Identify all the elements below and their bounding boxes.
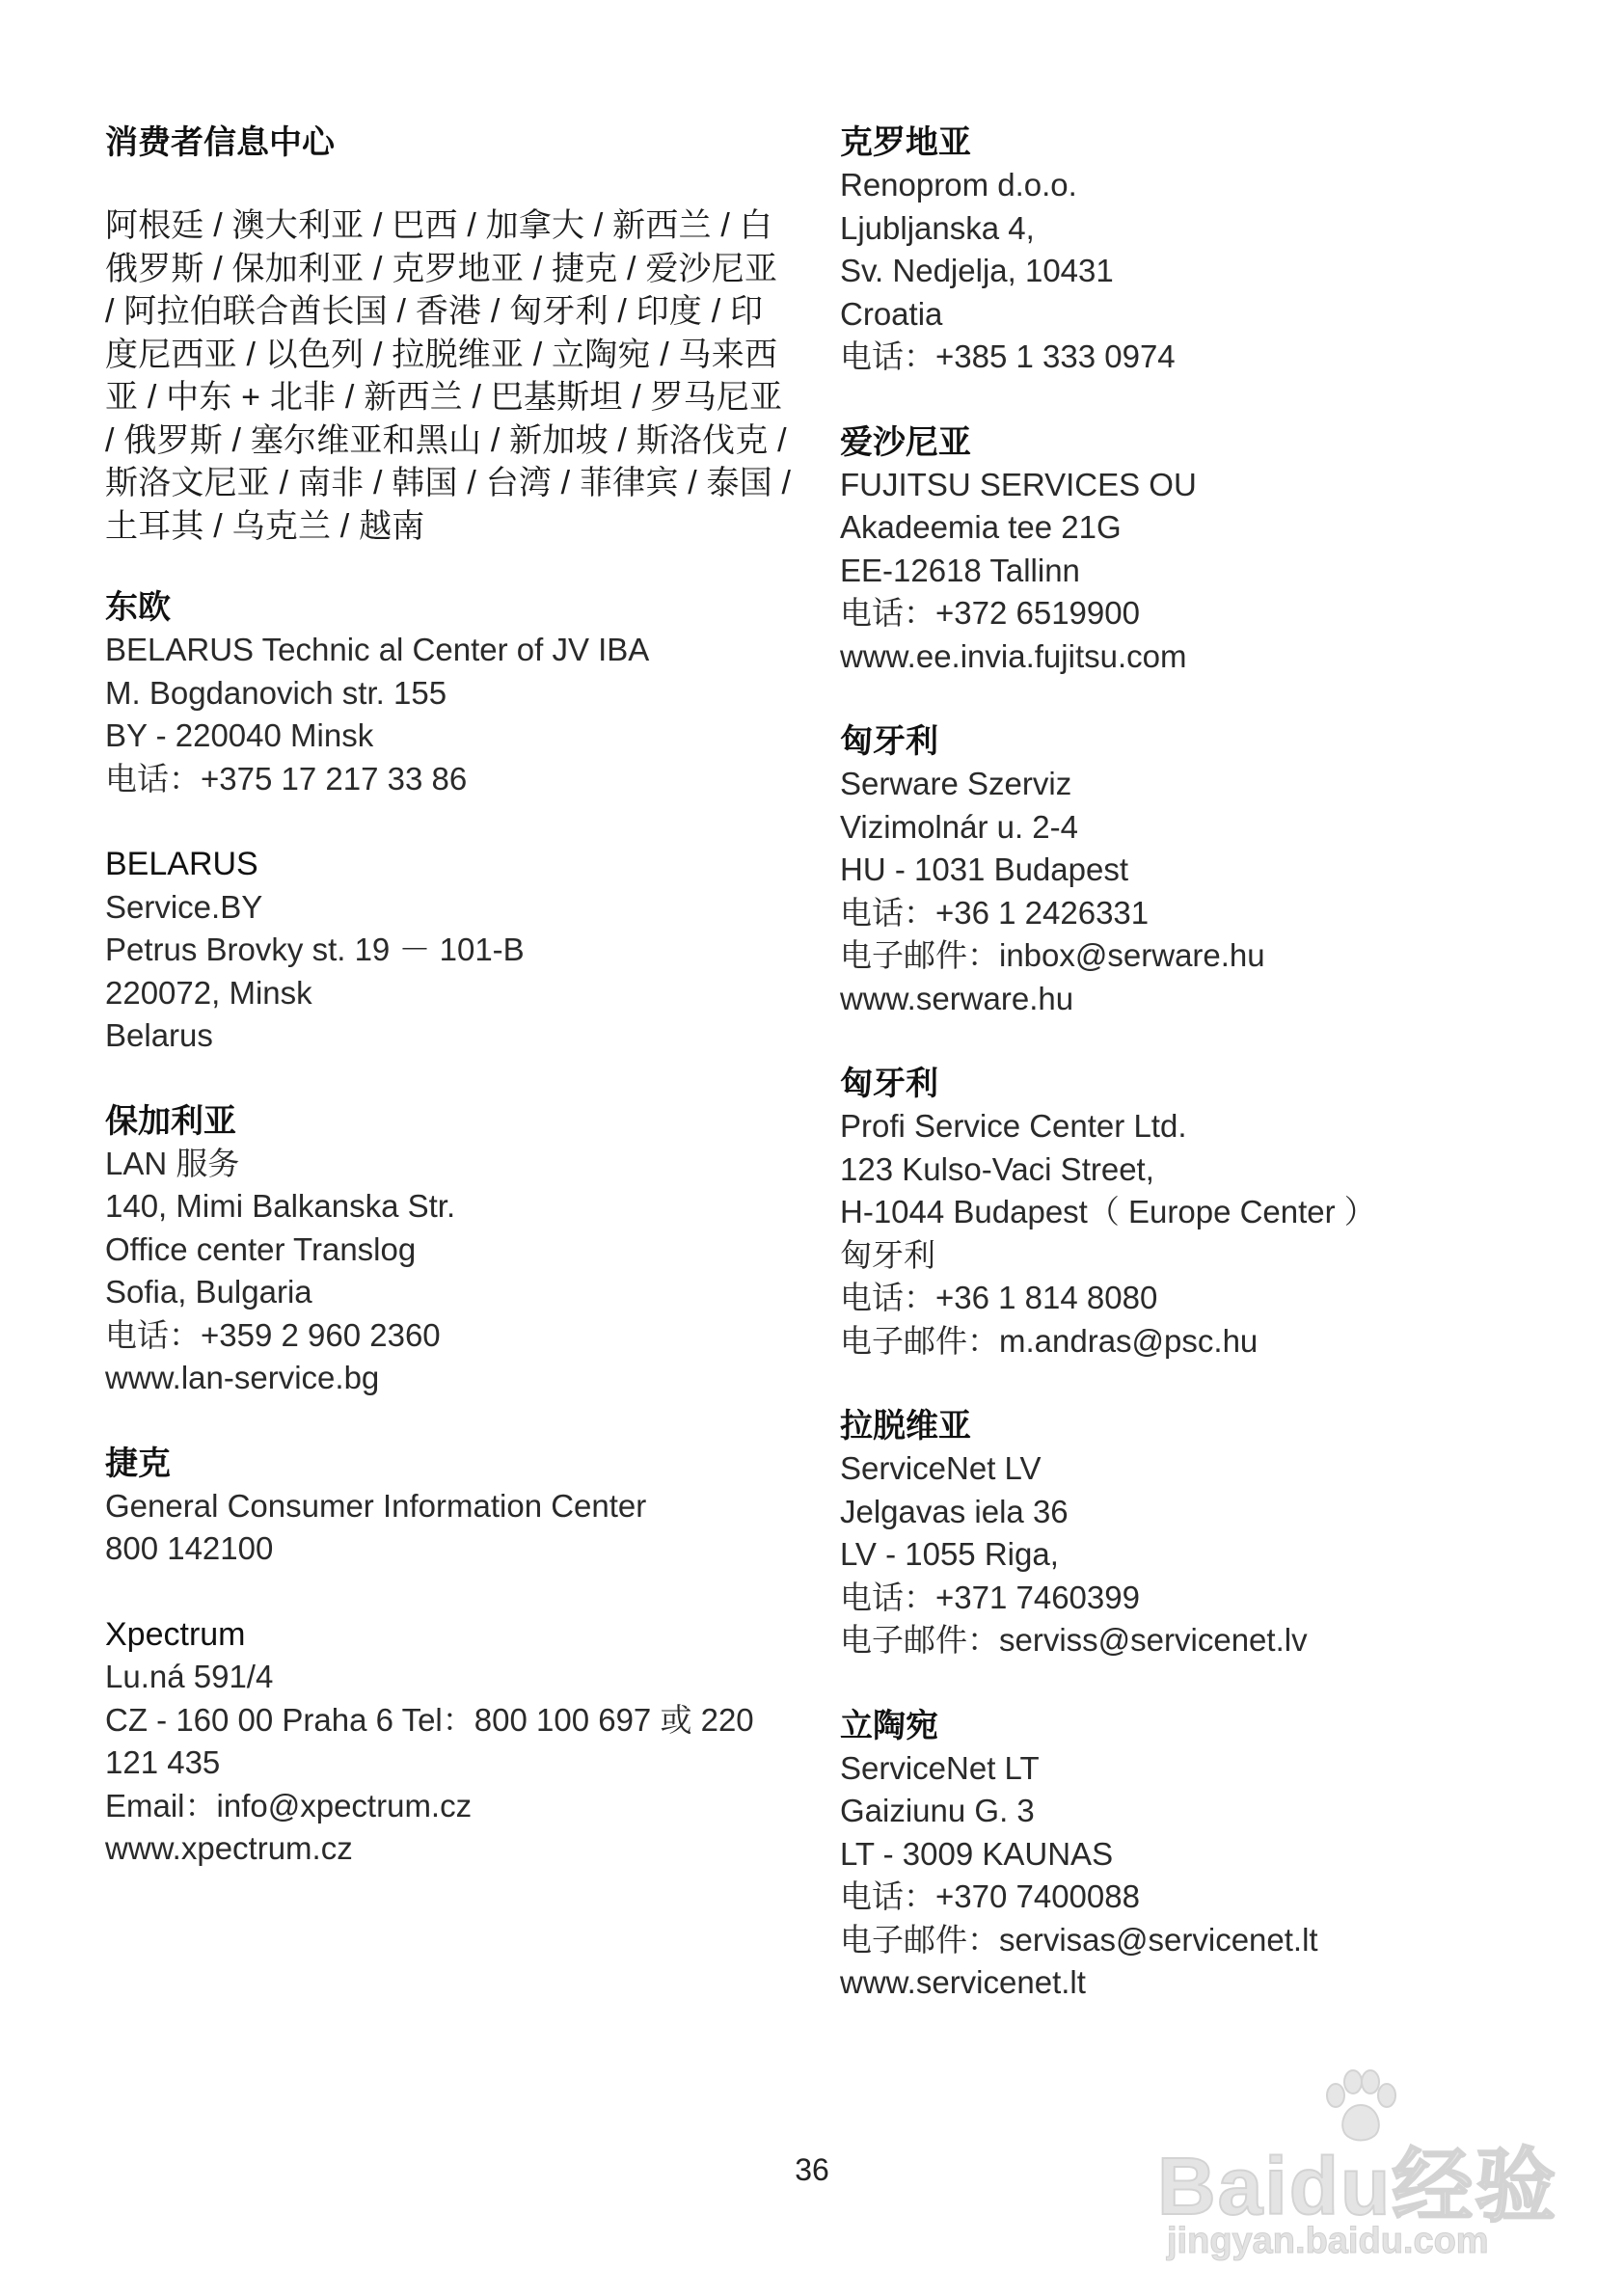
left-column <box>105 122 799 1913</box>
entry-line: Renoprom d.o.o. <box>840 167 1077 203</box>
contact-entry-czech <box>105 1443 799 1571</box>
entry-heading: 捷克 <box>105 1445 171 1482</box>
contact-entry-latvia <box>840 1405 1554 1662</box>
entry-line: EE-12618 Tallinn <box>840 552 1080 588</box>
entry-line: 220072, Minsk <box>105 974 312 1011</box>
entry-line: BELARUS Technic al Center of JV IBA <box>105 632 650 667</box>
entry-line: 匈牙利 <box>840 1236 935 1273</box>
entry-phone: 电话：+36 1 2426331 <box>840 894 1150 931</box>
entry-title: BELARUS <box>105 846 258 882</box>
contact-entry-hungary-profi <box>840 1063 1554 1363</box>
entry-heading: 拉脱维亚 <box>840 1408 971 1445</box>
entry-phone: 电话：+371 7460399 <box>840 1579 1140 1615</box>
entry-line: Serware Szerviz <box>840 766 1072 801</box>
entry-phone: 电话：+372 6519900 <box>840 595 1140 631</box>
entry-line: Vizimolnár u. 2-4 <box>840 808 1079 845</box>
contact-entry-bulgaria <box>105 1100 799 1400</box>
entry-line: Belarus <box>105 1017 213 1053</box>
entry-line: Lu.ná 591/4 <box>105 1659 274 1694</box>
entry-line: Gaiziunu G. 3 <box>840 1793 1035 1828</box>
entry-website[interactable]: www.ee.invia.fujitsu.com <box>840 637 1187 674</box>
entry-email[interactable]: 电子邮件：m.andras@psc.hu <box>840 1322 1259 1359</box>
entry-email[interactable]: Email：info@xpectrum.cz <box>105 1787 473 1823</box>
entry-line: LV - 1055 Riga, <box>840 1536 1059 1572</box>
contact-entry-belarus <box>105 843 799 1058</box>
entry-line: LT - 3009 KAUNAS <box>840 1835 1114 1872</box>
entry-heading: 匈牙利 <box>840 1066 938 1102</box>
entry-line: Akadeemia tee 21G <box>840 509 1122 545</box>
contact-entry-hungary-serware <box>840 720 1554 1020</box>
entry-line: Office center Translog <box>105 1230 417 1267</box>
entry-heading: 保加利亚 <box>105 1102 236 1140</box>
entry-heading: 克罗地亚 <box>840 124 971 161</box>
contact-entry-estonia <box>840 421 1554 679</box>
entry-line: General Consumer Information Center <box>105 1487 647 1524</box>
entry-website[interactable]: www.lan-service.bg <box>105 1360 380 1395</box>
entry-line: Ljubljanska 4, <box>840 209 1035 246</box>
entry-line: CZ - 160 00 Praha 6 Tel：800 100 697 或 220 <box>105 1701 754 1738</box>
entry-website[interactable]: www.serware.hu <box>840 980 1074 1016</box>
contact-entry-croatia <box>840 122 1554 379</box>
entry-website[interactable]: www.xpectrum.cz <box>105 1830 353 1866</box>
entry-line: M. Bogdanovich str. 155 <box>105 674 447 711</box>
contact-entry-xpectrum <box>105 1613 799 1871</box>
entry-line: Petrus Brovky st. 19 － 101-B <box>105 932 525 967</box>
entry-title: Xpectrum <box>105 1615 246 1653</box>
entry-line: 121 435 <box>105 1744 221 1780</box>
intro-country-list: 阿根廷 / 澳大利亚 / 巴西 / 加拿大 / 新西兰 / 白俄罗斯 / 保加利亚 / 克罗地亚 / 捷克 / 爱沙尼亚 / 阿拉伯联合酋长国 / 香港 / 匈牙利 / 印度 / 印度尼西亚 / 以色列 / 拉脱维亚 / 立陶宛 / 马来西亚 / 中东 + 北非 / 新西兰 / 巴基斯坦 / 罗马尼亚 / 俄罗斯 / 塞尔维亚和黑山 / 新加坡 / 斯洛伐克 / 斯洛文尼亚 / 南非 / 韩国 / 台湾 / 菲律宾 / 泰国 / 土耳其 / 乌克兰 / 越南 <box>105 207 792 545</box>
entry-heading: 立陶宛 <box>840 1707 938 1744</box>
entry-phone: 电话：+375 17 217 33 86 <box>105 760 468 797</box>
entry-line: Jelgavas iela 36 <box>840 1493 1069 1529</box>
entry-line: LAN 服务 <box>105 1145 240 1181</box>
entry-line: Profi Service Center Ltd. <box>840 1108 1187 1144</box>
entry-phone: 电话：+370 7400088 <box>840 1878 1140 1914</box>
page-number: 36 <box>795 2152 829 2187</box>
right-column <box>840 122 1554 2047</box>
entry-line: BY - 220040 Minsk <box>105 717 374 753</box>
entry-phone: 800 142100 <box>105 1530 274 1566</box>
entry-phone: 电话：+36 1 814 8080 <box>840 1280 1158 1315</box>
entry-line: ServiceNet LT <box>840 1749 1040 1786</box>
entry-line: Service.BY <box>105 888 263 925</box>
entry-line: HU - 1031 Budapest <box>840 851 1129 887</box>
entry-phone: 电话：+359 2 960 2360 <box>105 1316 441 1353</box>
entry-email[interactable]: 电子邮件：serviss@servicenet.lv <box>840 1622 1308 1658</box>
contact-entry-eastern-europe <box>105 586 799 800</box>
entry-line: Croatia <box>840 295 943 332</box>
entry-email[interactable]: 电子邮件：inbox@serware.hu <box>840 937 1265 973</box>
entry-line: ServiceNet LV <box>840 1450 1042 1486</box>
baidu-watermark <box>1157 2068 1558 2261</box>
entry-line: Sv. Nedjelja, 10431 <box>840 253 1114 288</box>
entry-email[interactable]: 电子邮件：servisas@servicenet.lt <box>840 1921 1318 1958</box>
intro-title: 消费者信息中心 <box>105 124 335 161</box>
entry-heading: 爱沙尼亚 <box>840 423 971 461</box>
entry-heading: 匈牙利 <box>840 723 938 760</box>
watermark-brand: Baidu经验 <box>1157 2141 1558 2231</box>
entry-line: 140, Mimi Balkanska Str. <box>105 1188 456 1224</box>
entry-heading: 东欧 <box>105 589 171 626</box>
entry-website[interactable]: www.servicenet.lt <box>840 1964 1086 2000</box>
entry-line: H-1044 Budapest（ Europe Center ） <box>840 1194 1376 1229</box>
entry-phone: 电话：+385 1 333 0974 <box>840 338 1176 374</box>
entry-line: Sofia, Bulgaria <box>105 1274 312 1310</box>
entry-line: FUJITSU SERVICES OU <box>840 466 1197 502</box>
watermark-url: jingyan.baidu.com <box>1167 2221 1489 2261</box>
entry-line: 123 Kulso-Vaci Street, <box>840 1150 1154 1187</box>
contact-entry-lithuania <box>840 1705 1554 2005</box>
